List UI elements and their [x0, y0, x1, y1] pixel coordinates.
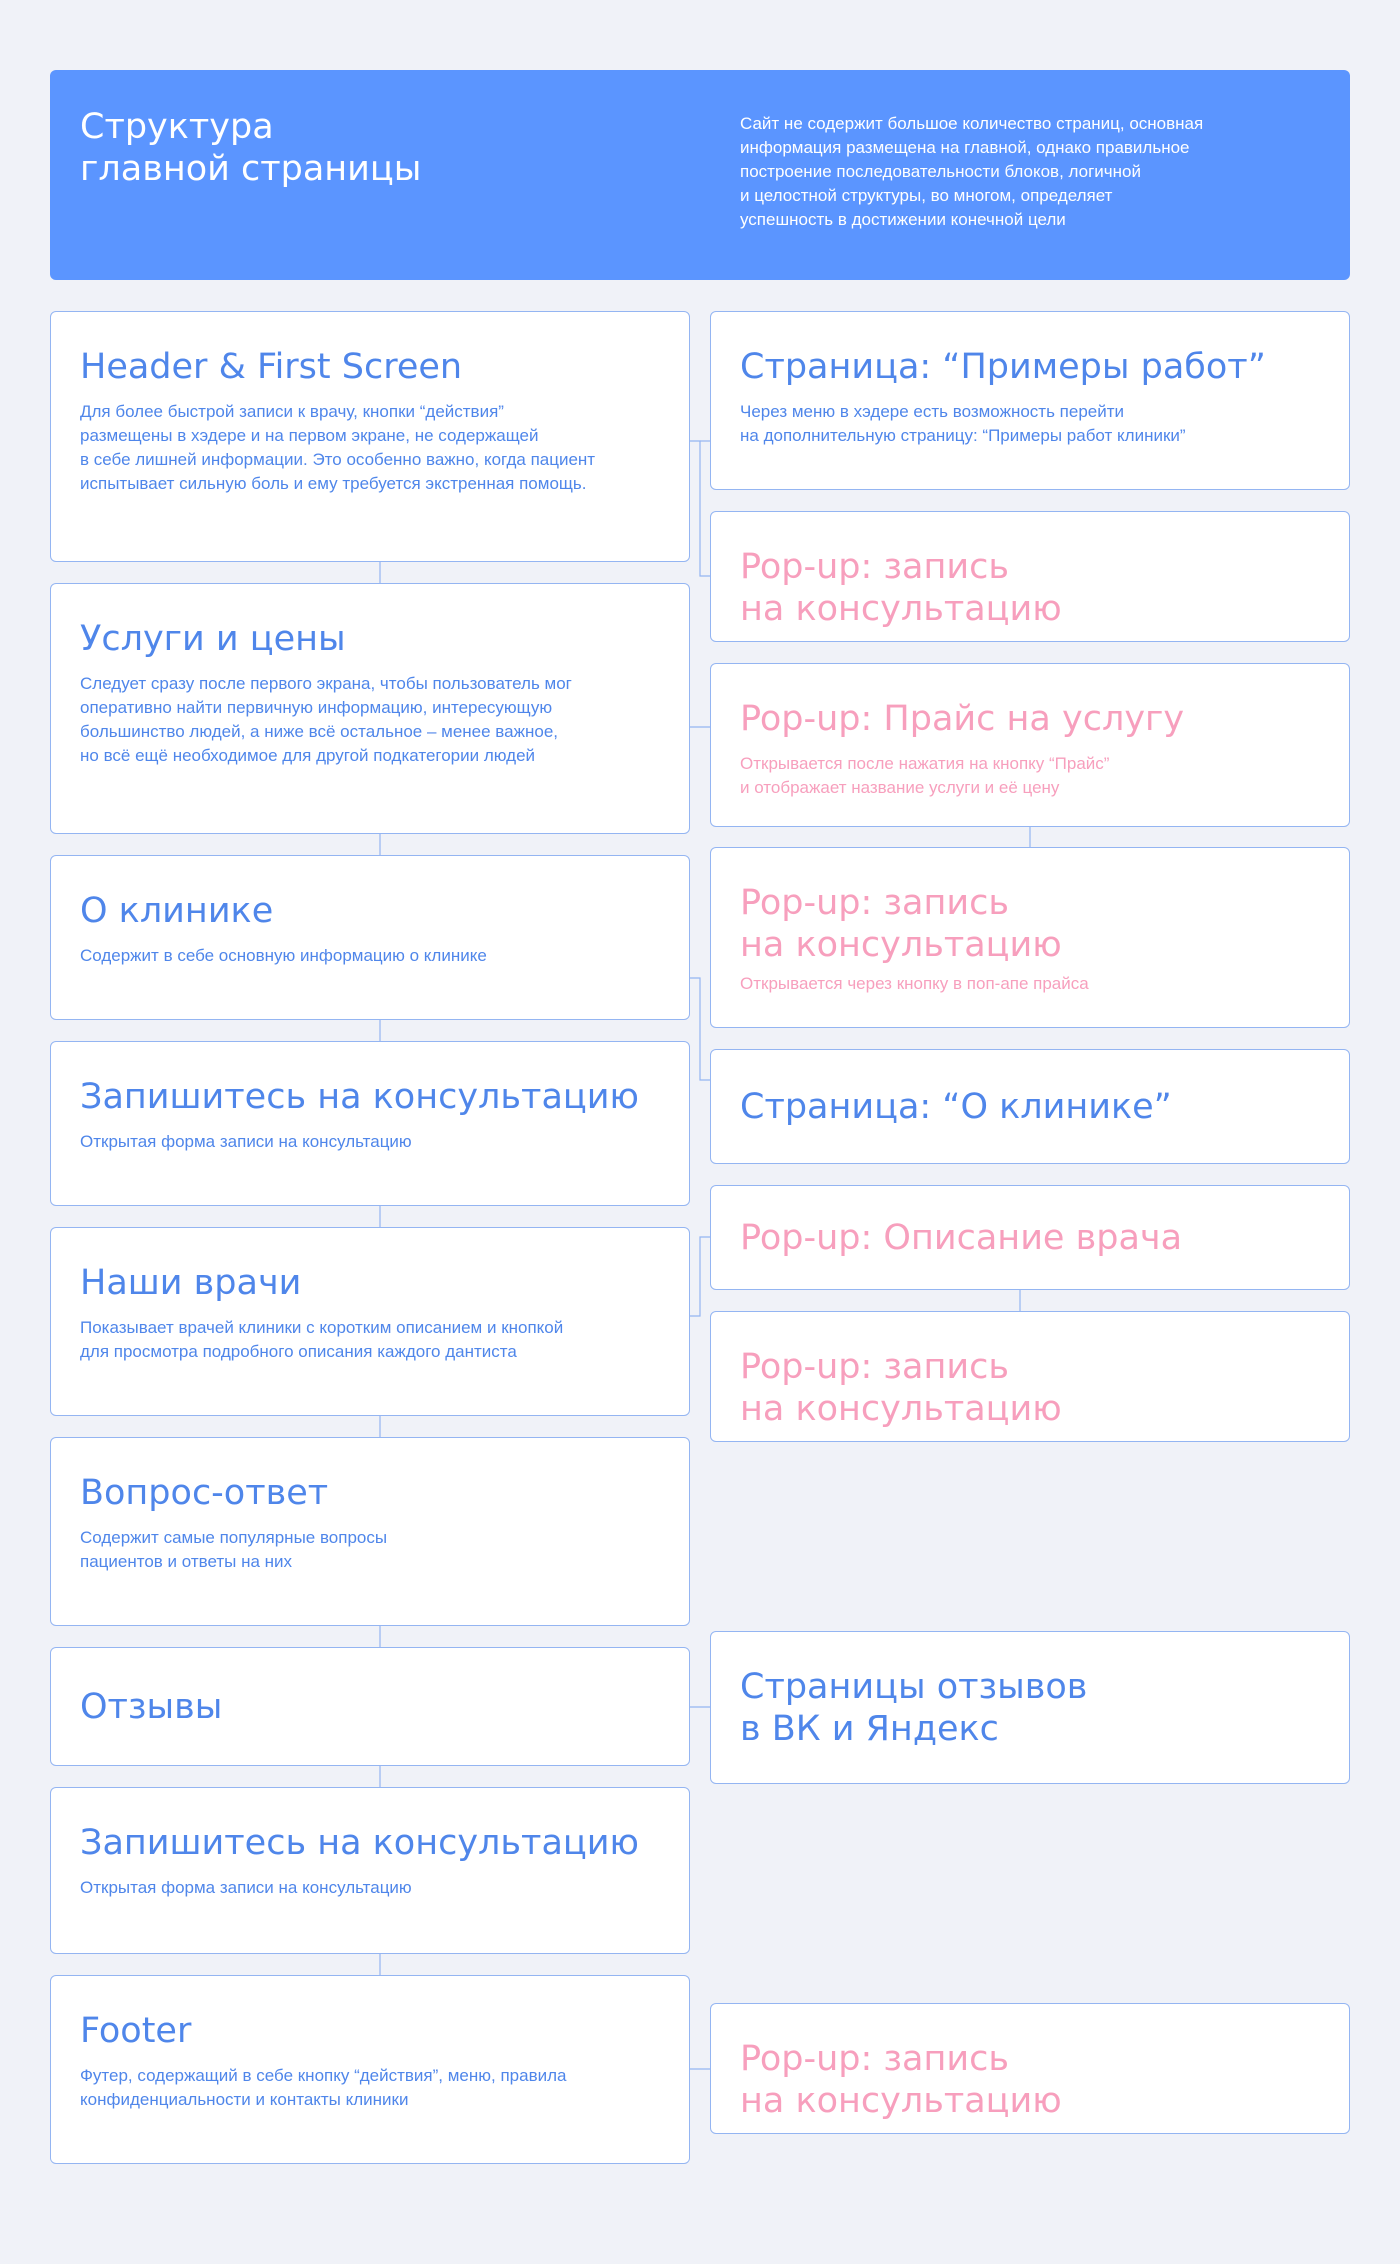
side-popup-consultation-3	[710, 1311, 1350, 1442]
block-description: Содержит самые популярные вопросы пациентов и ответы на них	[80, 1528, 388, 1571]
side-title: Pop-up: запись на консультацию	[740, 883, 1062, 965]
connector-line	[690, 1237, 710, 1316]
side-title: Pop-up: запись на консультацию	[740, 2039, 1062, 2121]
block-title: Вопрос-ответ	[80, 1473, 329, 1513]
block-description: Содержит в себе основную информацию о клинике	[80, 946, 487, 965]
block-description: Открытая форма записи на консультацию	[80, 1132, 412, 1151]
side-page-examples	[710, 311, 1350, 490]
block-description: Футер, содержащий в себе кнопку “действия”, меню, правила конфиденциальности и контакты клиники	[80, 2066, 567, 2109]
block-title: Наши врачи	[80, 1263, 302, 1303]
side-title: Страница: “Примеры работ”	[740, 347, 1266, 387]
page-description: Сайт не содержит большое количество страниц, основная информация размещена на главной, однако правильное построение последовательности блоков, логичной и целостной структуры, во многом, определяет успешность в достижении конечной цели	[740, 114, 1204, 229]
block-title: Отзывы	[80, 1686, 223, 1727]
side-popup-consultation-4	[710, 2003, 1350, 2134]
block-title: Header & First Screen	[80, 347, 463, 387]
side-popup-price	[710, 663, 1350, 827]
side-title: Pop-up: запись на консультацию	[740, 547, 1062, 629]
block-description: Следует сразу после первого экрана, чтобы пользователь мог оперативно найти первичную информацию, интересующую большинство людей, а ниже всё остальное – менее важное, но всё ещё необходимое для другой подкатегории людей	[80, 674, 572, 765]
side-page-reviews	[710, 1631, 1350, 1784]
side-popup-consultation-2	[710, 847, 1350, 1028]
side-description: Открывается после нажатия на кнопку “Прайс” и отображает название услуги и её цену	[740, 754, 1110, 797]
side-title: Pop-up: Прайс на услугу	[740, 699, 1185, 739]
block-consultation-form	[50, 1041, 690, 1206]
block-title: Запишитесь на консультацию	[80, 1077, 639, 1117]
side-title: Pop-up: запись на консультацию	[740, 1347, 1062, 1429]
block-title: Запишитесь на консультацию	[80, 1823, 639, 1863]
side-title: Pop-up: Описание врача	[740, 1217, 1183, 1258]
block-description: Открытая форма записи на консультацию	[80, 1878, 412, 1897]
side-title: Страницы отзывов в ВК и Яндекс	[740, 1667, 1088, 1749]
block-services-prices	[50, 583, 690, 834]
block-our-doctors	[50, 1227, 690, 1416]
block-title: Услуги и цены	[80, 619, 346, 659]
side-description: Через меню в хэдере есть возможность перейти на дополнительную страницу: “Примеры работ клиники”	[740, 402, 1186, 445]
page-title: Структура главной страницы	[80, 107, 422, 189]
side-description: Открывается через кнопку в поп-апе прайса	[740, 974, 1089, 993]
block-header-first-screen	[50, 311, 690, 562]
connector-line	[690, 978, 710, 1080]
block-footer	[50, 1975, 690, 2164]
block-description: Показывает врачей клиники с коротким описанием и кнопкой для просмотра подробного описания каждого дантиста	[80, 1318, 564, 1361]
block-faq	[50, 1437, 690, 1626]
connector-line	[690, 441, 710, 576]
block-reviews	[50, 1647, 690, 1766]
block-description: Для более быстрой записи к врачу, кнопки “действия” размещены в хэдере и на первом экране, не содержащей в себе лишней информации. Это особенно важно, когда пациент испытывает сильную боль и ему требуется экстренная помощь.	[80, 402, 596, 493]
side-title: Страница: “О клинике”	[740, 1086, 1172, 1127]
block-title: О клинике	[80, 891, 274, 931]
side-popup-consultation	[710, 511, 1350, 642]
block-consultation-form-2	[50, 1787, 690, 1954]
block-about-clinic	[50, 855, 690, 1020]
side-popup-doctor	[710, 1185, 1350, 1290]
side-page-about	[710, 1049, 1350, 1164]
block-title: Footer	[80, 2011, 192, 2051]
